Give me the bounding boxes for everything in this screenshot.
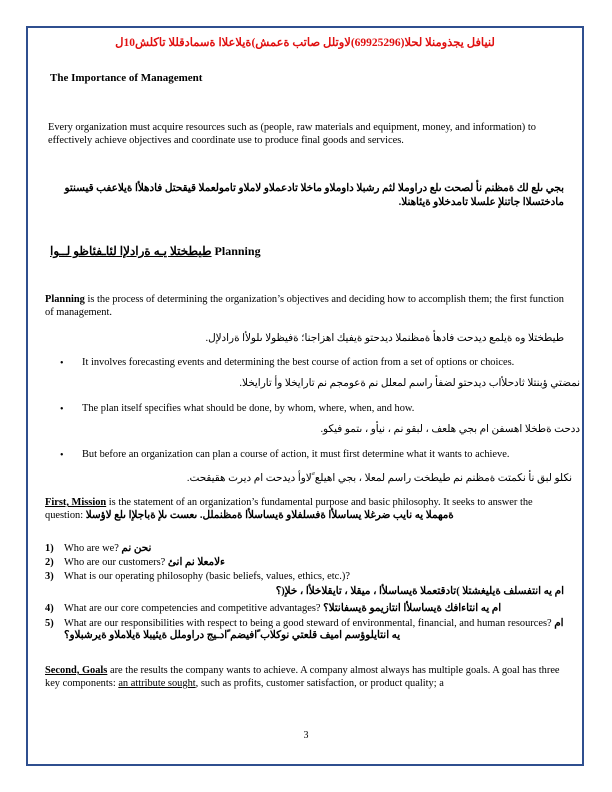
mission-paragraph (45, 496, 565, 522)
goals-term: Second, Goals (45, 665, 108, 676)
bullet-marker: • (60, 358, 64, 369)
question-3: What is our operating philosophy (basic beliefs, values, ethics, etc.)? (64, 571, 350, 582)
goals-text-1: are the results the company wants to achieve. A company almost always has multiple goals. A (107, 665, 500, 676)
planning-heading-english: Planning (214, 244, 261, 258)
bullet-1-text: It involves forecasting events and determining the best course of action from a set of options or choices. (82, 357, 515, 368)
question-4 (64, 603, 564, 615)
goals-underlined-phrase: an attribute sought (118, 678, 196, 689)
page-header: لنيافل يجذومنلا لحلا(69925296)لاوتلل صاتب ةعمش)ةيلاعلاا ةسمادقللا تاكلش10ل (115, 37, 495, 49)
bullet-3-text: But before an organization can plan a course of action, it must first determine what it wants to achieve. (82, 449, 510, 460)
question-1-arabic: نحن نم (121, 543, 152, 554)
mission-term: First, Mission (45, 497, 107, 508)
planning-heading (50, 244, 330, 259)
question-5-arabic: ام يه انتايلوؤسم اميف قلعتي نوكلاب ًافيضم ًادـيج دراوملل ةيئيبلا ةيلاملاو ةيرشبلاو؟ (64, 618, 564, 641)
goals-text-2: goal has three key components: (45, 665, 560, 689)
question-4-arabic: ام يه انتاءافك ةيساسلأا انتازيمو ةيسفانتلا؟ (323, 603, 502, 614)
question-2 (64, 557, 564, 569)
bullet-1-arabic: نمضتي ؤبنتلا ثادحلأاب ديدحتو لضفأ راسم لمعلل نم ةعومجم نم تارايخلا وأ تارايخلا. (239, 378, 580, 389)
planning-heading-arabic: طيطختلا يـه ةرادلإا لئاـفئاظو لــوا (50, 244, 212, 258)
question-number: 3) (45, 571, 54, 582)
mission-arabic: ةمهملا يه نايب ضرغلا يساسلأا ةفسلفلاو ةيساسلأا ةمظنملل. ىعست ىلإ ةباجلإا ىلع لاؤسلا (85, 510, 454, 521)
bullet-3-arabic: نكلو لبق نأ نكمتت ةمظنم نم طيطخت راسم لمعلا ، بجي اهيلع ًلاوأ ديدحت ام ديرت هقيقحت. (186, 473, 572, 484)
question-2-arabic: ءلامعلا نم انئ (167, 557, 225, 568)
goals-text-3: , such as profits, customer satisfaction, or product quality; a (195, 678, 444, 689)
document-title: The Importance of Management (50, 72, 203, 84)
question-1 (64, 543, 564, 555)
planning-definition-arabic: طيطختلا وه ةيلمع ديدحت فادهأ ةمظنملا ديدحتو ةيفيك اهزاجنا؛ ةفيظولا ىلولأا ةرادلإل. (205, 333, 564, 344)
bullet-marker: • (60, 404, 64, 415)
question-5 (64, 618, 564, 642)
question-number: 4) (45, 603, 54, 614)
mission-text: is the statement of an organization’s fundamental purpose and basic philosophy. It seeks to answer the question: (45, 497, 533, 521)
bullet-2-text: The plan itself specifies what should be done, by whom, where, when, and how. (82, 403, 415, 414)
question-number: 5) (45, 618, 54, 629)
intro-arabic-line-1: بجي ىلع لك ةمظنم نأ لصحت ىلع دراوملا لثم رشبلا داوملاو ماخلا تادعملاو لاملاو تامولعملا قيقحتل فادهلأا ةيلاعفب قيسنتو (64, 183, 564, 194)
question-1-english: Who are we? (64, 543, 119, 554)
planning-term: Planning (45, 294, 85, 305)
bullet-2-arabic: ددحت ةطخلا اهسفن ام بجي هلعف ، لبقو نم ، نيأو ، ىتمو فيكو. (320, 424, 580, 435)
goals-paragraph (45, 664, 567, 690)
bullet-marker: • (60, 450, 64, 461)
planning-definition (45, 293, 565, 319)
page-number: 3 (303, 730, 309, 741)
intro-paragraph: Every organization must acquire resources such as (people, raw materials and equipment, money, and information) to effectively achieve objectives and coordinate use to produce final goods and services. (48, 122, 536, 146)
intro-arabic-line-2: مادختسلاا جاتنلإ علسلا تامدخلاو ةيئاهنلا. (398, 197, 564, 208)
question-number: 2) (45, 557, 54, 568)
planning-definition-text: is the process of determining the organization’s objectives and deciding how to accomplish them; the first function of management. (45, 294, 564, 318)
question-number: 1) (45, 543, 54, 554)
question-4-english: What are our core competencies and competitive advantages? (64, 603, 321, 614)
question-3-arabic: ام يه انتفسلف ةيليغشتلا )تادقتعملا ةيساسلأا ، ميقلا ، تايقلاخلأا ، خلإ(؟ (275, 586, 564, 597)
question-2-english: Who are our customers? (64, 557, 166, 568)
question-5-english: What are our responsibilities with respect to being a good steward of environmental, financial, and human resources? (64, 618, 552, 629)
